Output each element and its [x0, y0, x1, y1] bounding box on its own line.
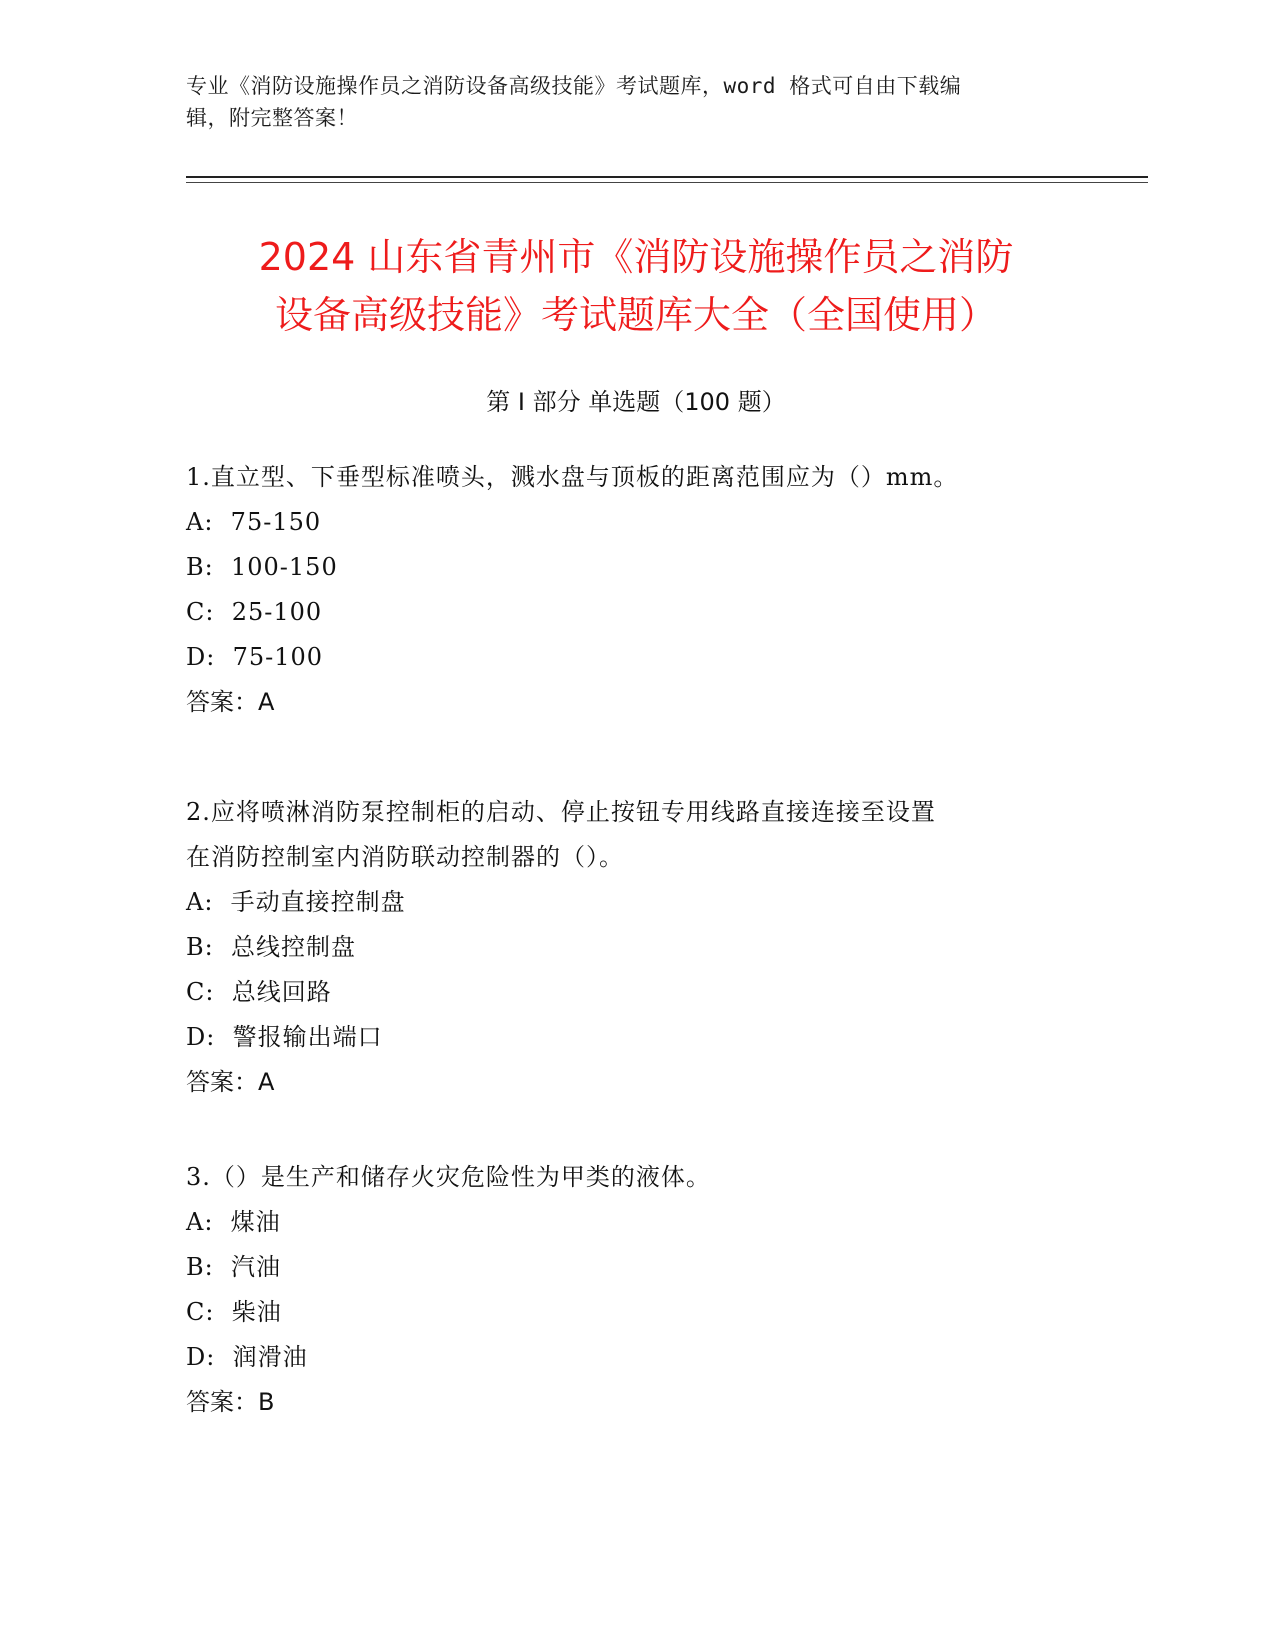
option-b: B: 总线控制盘: [186, 933, 356, 961]
option-c: C: 柴油: [186, 1298, 282, 1326]
document-title-line2: 设备高级技能》考试题库大全（全国使用）: [274, 293, 997, 337]
option-b: B: 汽油: [186, 1253, 281, 1281]
question-1: [186, 455, 1066, 725]
section-title: 第 I 部分 单选题（100 题）: [486, 388, 786, 416]
option-a: A: 手动直接控制盘: [186, 888, 406, 916]
option-a: A: 煤油: [186, 1208, 281, 1236]
option-d: D: 警报输出端口: [186, 1023, 383, 1051]
question-text-line2: 在消防控制室内消防联动控制器的（）。: [186, 843, 624, 871]
question-text: 1.直立型、下垂型标准喷头，溅水盘与顶板的距离范围应为（）mm。: [186, 463, 959, 491]
question-text: 3.（）是生产和储存火灾危险性为甲类的液体。: [186, 1163, 711, 1191]
option-b: B: 100-150: [186, 553, 338, 581]
option-c: C: 总线回路: [186, 978, 332, 1006]
option-d: D: 75-100: [186, 643, 324, 671]
question-3: [186, 1155, 1066, 1425]
question-2: [186, 790, 1066, 1105]
answer: 答案：A: [186, 688, 275, 716]
answer: 答案：B: [186, 1388, 275, 1416]
option-c: C: 25-100: [186, 598, 323, 626]
header-note-line1: 专业《消防设施操作员之消防设备高级技能》考试题库，word 格式可自由下载编: [186, 74, 962, 98]
question-text-line1: 2.应将喷淋消防泵控制柜的启动、停止按钮专用线路直接连接至设置: [186, 798, 936, 826]
header-divider-thin: [186, 182, 1148, 183]
header-divider-thick: [186, 176, 1148, 178]
option-a: A: 75-150: [186, 508, 322, 536]
answer: 答案：A: [186, 1068, 275, 1096]
header-note-line2: 辑，附完整答案！: [186, 106, 358, 130]
option-d: D: 润滑油: [186, 1343, 308, 1371]
document-title-line1: 2024 山东省青州市《消防设施操作员之消防: [258, 235, 1014, 279]
header-note: [186, 70, 1066, 134]
document-title: [186, 228, 1086, 344]
